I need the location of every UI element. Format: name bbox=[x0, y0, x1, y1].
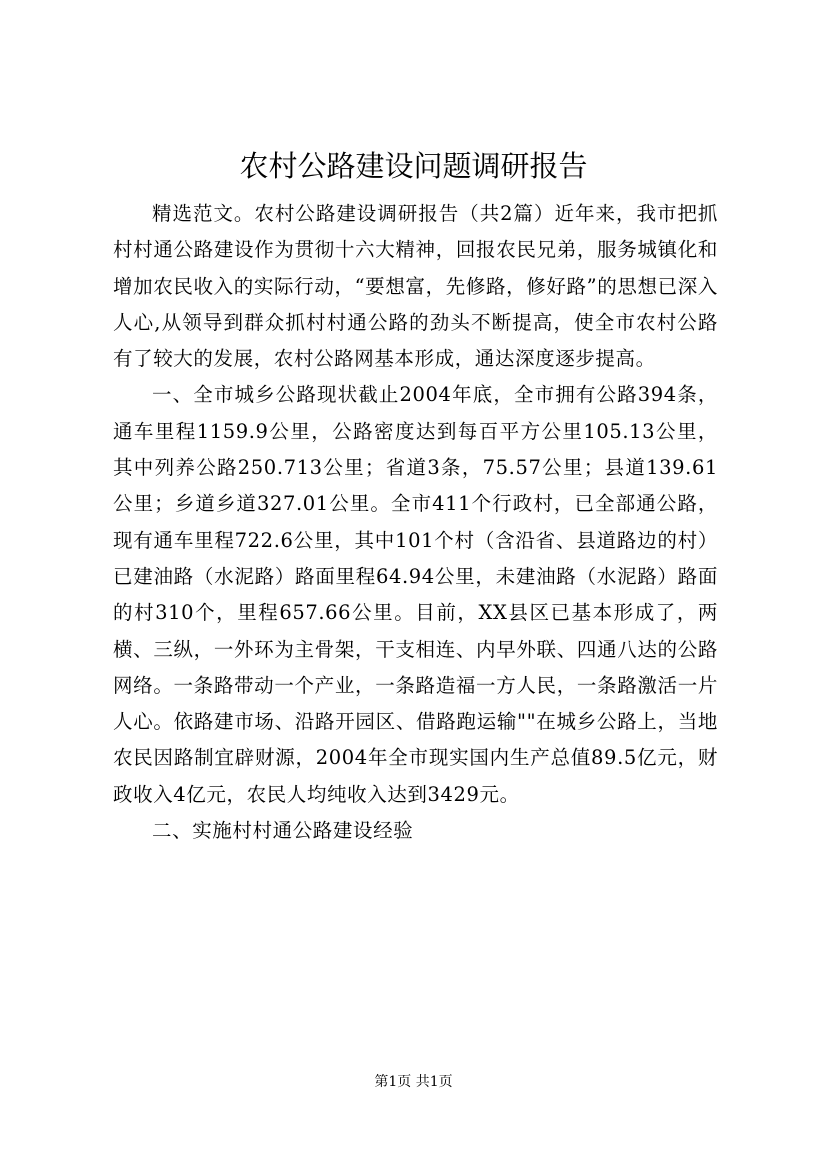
paragraph-intro: 精选范文。农村公路建设调研报告（共2篇）近年来，我市把抓村村通公路建设作为贯彻十六大精神，回报农民兄弟，服务城镇化和增加农民收入的实际行动，“要想富，先修路，修好路”的思想已深入人心,从领导到群众抓村村通公路的劲头不断提高，使全市农村公路有了较大的发展，农村公路网基本形成，通达深度逐步提高。 bbox=[113, 202, 718, 371]
document-body bbox=[113, 196, 718, 849]
paragraph-section-one: 一、全市城乡公路现状截止2004年底，全市拥有公路394条，通车里程1159.9公里，公路密度达到每百平方公里105.13公里，其中列养公路250.713公里；省道3条，75.57公里；县道139.61公里；乡道乡道327.01公里。全市411个行政村，已全部通公路，现有通车里程722.6公里，其中101个村（含沿省、县道路边的村）已建油路（水泥路）路面里程64.94公里，未建油路（水泥路）路面的村310个，里程657.66公里。目前，XX县区已基本形成了，两横、三纵，一外环为主骨架，干支相连、内早外联、四通八达的公路网络。一条路带动一个产业，一条路造福一方人民，一条路激活一片人心。依路建市场、沿路开园区、借路跑运输""在城乡公路上，当地农民因路制宜辟财源，2004年全市现实国内生产总值89.5亿元，财政收入4亿元，农民人均纯收入达到3429元。 bbox=[113, 383, 718, 806]
page-footer: 第1页 共1页 bbox=[374, 1074, 453, 1090]
paragraph-section-two-heading: 二、实施村村通公路建设经验 bbox=[152, 819, 414, 843]
document-title: 农村公路建设问题调研报告 bbox=[239, 149, 588, 183]
